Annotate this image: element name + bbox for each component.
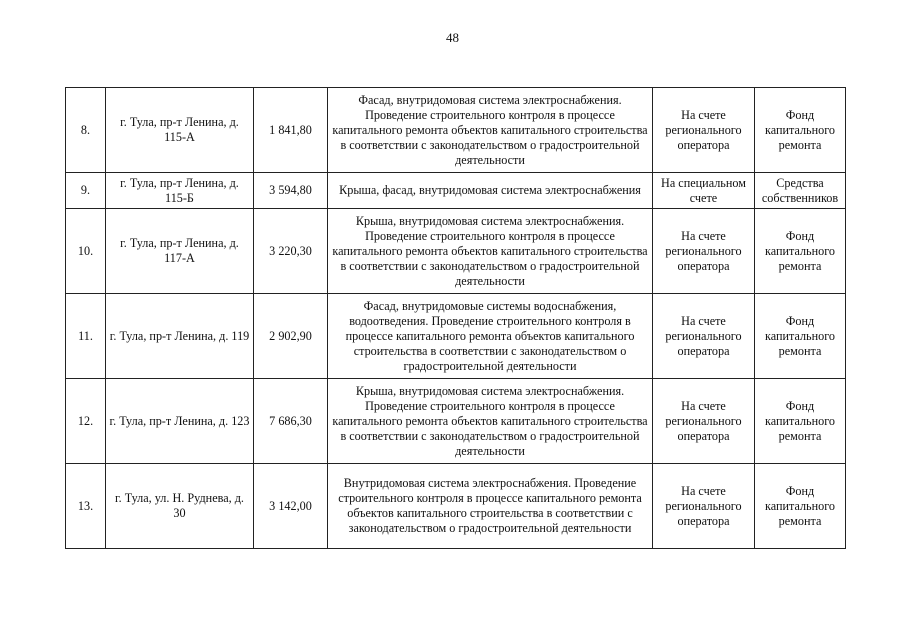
- row-number: 9.: [66, 173, 106, 209]
- row-number: 12.: [66, 379, 106, 464]
- table-row: [66, 294, 846, 379]
- address-cell: г. Тула, пр-т Ленина, д. 119: [106, 294, 254, 379]
- address-cell: г. Тула, пр-т Ленина, д. 123: [106, 379, 254, 464]
- funding-source-cell: Фонд капитального ремонта: [755, 464, 846, 549]
- funding-source-cell: Фонд капитального ремонта: [755, 294, 846, 379]
- row-number: 8.: [66, 88, 106, 173]
- table-row: [66, 88, 846, 173]
- works-cell: Крыша, фасад, внутридомовая система электроснабжения: [328, 173, 653, 209]
- address-cell: г. Тула, пр-т Ленина, д. 115-Б: [106, 173, 254, 209]
- page-number: 48: [446, 30, 459, 45]
- works-cell: Фасад, внутридомовые системы водоснабжения, водоотведения. Проведение строительного контроля в процессе капитального ремонта объектов капитального строительства в соответствии с законодательством о градостроительной деятельности: [328, 294, 653, 379]
- account-cell: На счете регионального оператора: [653, 294, 755, 379]
- works-cell: Фасад, внутридомовая система электроснабжения. Проведение строительного контроля в процессе капитального ремонта объектов капитального строительства в соответствии с законодательством о градостроительной деятельности: [328, 88, 653, 173]
- account-cell: На счете регионального оператора: [653, 379, 755, 464]
- table-row: [66, 209, 846, 294]
- row-number: 10.: [66, 209, 106, 294]
- funding-source-cell: Фонд капитального ремонта: [755, 209, 846, 294]
- area-cell: 7 686,30: [254, 379, 328, 464]
- works-cell: Внутридомовая система электроснабжения. Проведение строительного контроля в процессе капитального ремонта объектов капитального строительства в соответствии с законодательством о градостроительной деятельности: [328, 464, 653, 549]
- account-cell: На счете регионального оператора: [653, 88, 755, 173]
- area-cell: 2 902,90: [254, 294, 328, 379]
- area-cell: 3 594,80: [254, 173, 328, 209]
- funding-source-cell: Средства собственников: [755, 173, 846, 209]
- row-number: 13.: [66, 464, 106, 549]
- area-cell: 3 142,00: [254, 464, 328, 549]
- works-cell: Крыша, внутридомовая система электроснабжения. Проведение строительного контроля в процессе капитального ремонта объектов капитального строительства в соответствии с законодательством о градостроительной деятельности: [328, 209, 653, 294]
- repair-schedule-table: [65, 87, 846, 549]
- table-row: [66, 379, 846, 464]
- account-cell: На счете регионального оператора: [653, 464, 755, 549]
- row-number: 11.: [66, 294, 106, 379]
- funding-source-cell: Фонд капитального ремонта: [755, 88, 846, 173]
- address-cell: г. Тула, пр-т Ленина, д. 115-А: [106, 88, 254, 173]
- account-cell: На специальном счете: [653, 173, 755, 209]
- account-cell: На счете регионального оператора: [653, 209, 755, 294]
- area-cell: 1 841,80: [254, 88, 328, 173]
- works-cell: Крыша, внутридомовая система электроснабжения. Проведение строительного контроля в процессе капитального ремонта объектов капитального строительства в соответствии с законодательством о градостроительной деятельности: [328, 379, 653, 464]
- address-cell: г. Тула, ул. Н. Руднева, д. 30: [106, 464, 254, 549]
- table-row: [66, 464, 846, 549]
- address-cell: г. Тула, пр-т Ленина, д. 117-А: [106, 209, 254, 294]
- funding-source-cell: Фонд капитального ремонта: [755, 379, 846, 464]
- table-row: [66, 173, 846, 209]
- area-cell: 3 220,30: [254, 209, 328, 294]
